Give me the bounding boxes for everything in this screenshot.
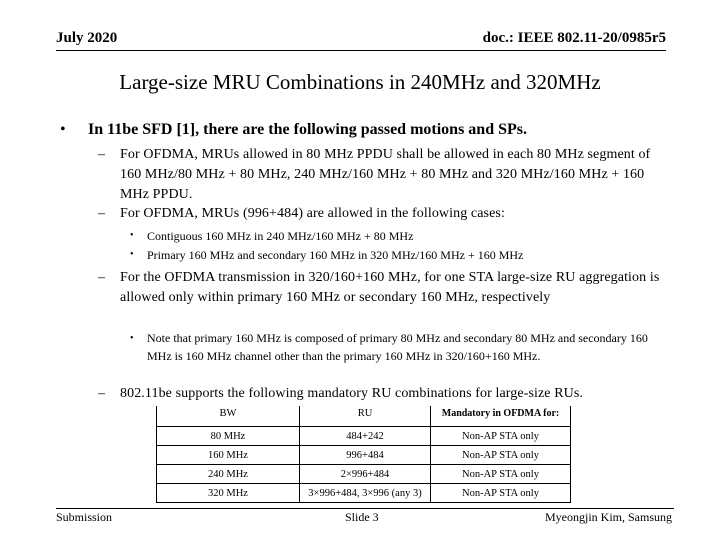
header-doc-id: doc.: IEEE 802.11-20/0985r5 <box>482 30 666 46</box>
table-cell: 80 MHz <box>157 427 300 446</box>
bullet-main: In 11be SFD [1], there are the following passed motions and SPs. <box>88 121 527 138</box>
table-row <box>157 465 571 484</box>
dot-marker-b2: • <box>130 249 134 260</box>
table-cell: Non-AP STA only <box>431 427 571 446</box>
table-cell: 2×996+484 <box>300 465 431 484</box>
table-cell: 240 MHz <box>157 465 300 484</box>
table-cell: 484+242 <box>300 427 431 446</box>
dot-marker-b1: • <box>130 230 134 241</box>
table-header-mandatory: Mandatory in OFDMA for: <box>431 406 571 427</box>
ru-combination-table <box>156 406 571 503</box>
item-d: 802.11be supports the following mandatory RU combinations for large-size RUs. <box>120 386 584 401</box>
slide-title: Large-size MRU Combinations in 240MHz and 320MHz <box>119 70 601 94</box>
item-c: For the OFDMA transmission in 320/160+160 MHz, for one STA large-size RU aggregation is allowed only within primary 160 MHz or secondary 160 MHz, respectively <box>120 270 660 305</box>
table-cell: Non-AP STA only <box>431 465 571 484</box>
table-cell: 996+484 <box>300 446 431 465</box>
item-c-sub: Note that primary 160 MHz is composed of primary 80 MHz and secondary 80 MHz and secondary 160 MHz is 160 MHz channel other than the primary 160 MHz in 320/160+160 MHz. <box>147 331 648 363</box>
dot-marker-c1: • <box>130 333 134 344</box>
item-a: For OFDMA, MRUs allowed in 80 MHz PPDU shall be allowed in each 80 MHz segment of 160 MHz/80 MHz + 80 MHz, 240 MHz/160 MHz + 80 MHz and 320 MHz/160 MHz + 160 MHz PPDU. <box>120 147 651 202</box>
dash-marker-a: – <box>98 147 105 162</box>
header-date: July 2020 <box>56 30 118 46</box>
header-rule <box>56 50 666 51</box>
footer-author: Myeongjin Kim, Samsung <box>544 510 672 524</box>
footer-rule <box>56 508 674 509</box>
table-cell: 160 MHz <box>157 446 300 465</box>
dash-marker-d: – <box>98 386 105 401</box>
item-b: For OFDMA, MRUs (996+484) are allowed in the following cases: <box>120 206 505 221</box>
table-header-row <box>157 406 571 427</box>
bullet-marker: • <box>60 121 66 138</box>
table-header-bw: BW <box>157 406 300 427</box>
item-b-sub-2: Primary 160 MHz and secondary 160 MHz in 320 MHz/160 MHz + 160 MHz <box>147 248 524 262</box>
table-cell: Non-AP STA only <box>431 446 571 465</box>
footer-submission: Submission <box>56 510 113 524</box>
table-cell: 320 MHz <box>157 484 300 503</box>
item-b-sub-1: Contiguous 160 MHz in 240 MHz/160 MHz + 80 MHz <box>147 229 414 243</box>
table-row <box>157 427 571 446</box>
table-header-ru: RU <box>300 406 431 427</box>
table-cell: 3×996+484, 3×996 (any 3) <box>300 484 431 503</box>
table-row <box>157 446 571 465</box>
footer-slide-number: Slide 3 <box>345 510 379 524</box>
table-row <box>157 484 571 503</box>
dash-marker-b: – <box>98 206 105 221</box>
dash-marker-c: – <box>98 270 105 285</box>
table-cell: Non-AP STA only <box>431 484 571 503</box>
